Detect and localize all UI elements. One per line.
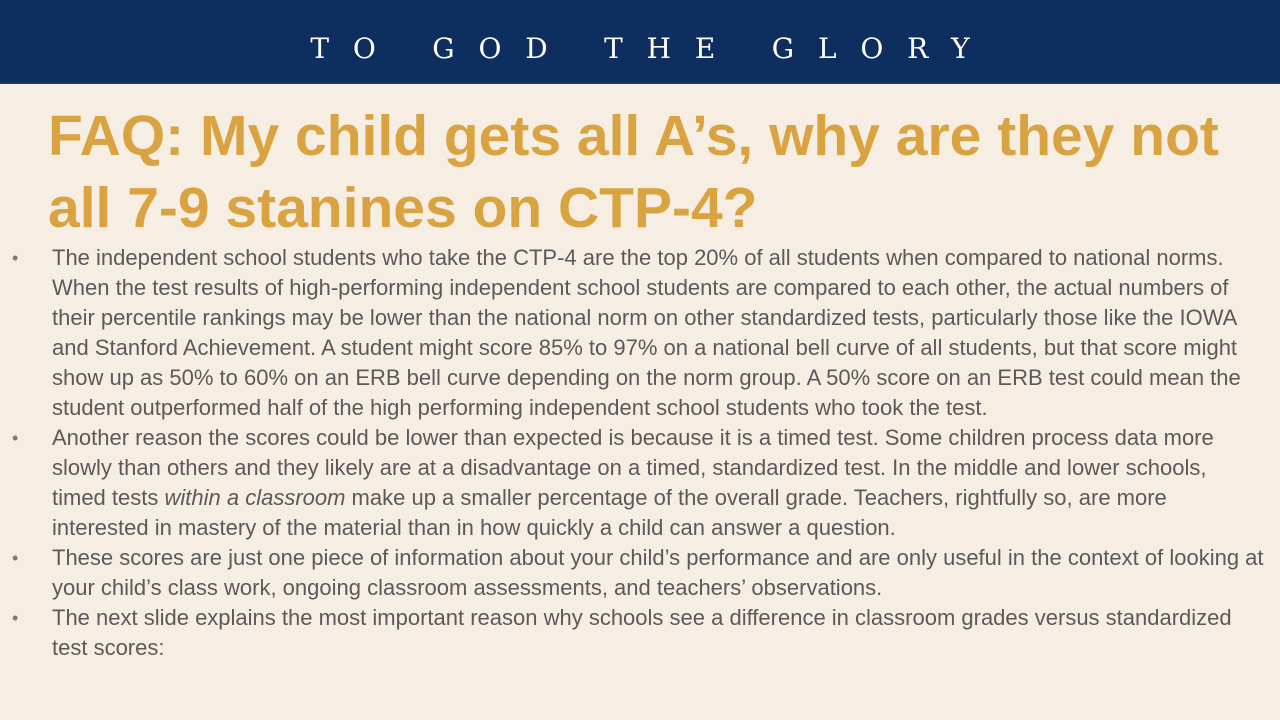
bullet-emphasis: within a classroom [164,485,346,510]
bullet-item [0,543,1280,603]
bullet-text: These scores are just one piece of information about your child’s performance and are only useful in the context of looking at your child’s class work, ongoing classroom assessments, and teachers’ observations. [52,545,1264,600]
bullet-list [0,243,1280,663]
bullet-icon: • [12,248,19,268]
slide-title: FAQ: My child gets all A’s, why are they not all 7-9 stanines on CTP-4? [48,104,1219,240]
motto-text: TO GOD THE GLORY [310,32,994,65]
bullet-item [0,423,1280,543]
bullet-text [52,425,1214,540]
bullet-item [0,243,1280,423]
bullet-icon: • [12,608,19,628]
bullet-item [0,603,1280,663]
bullet-icon: • [12,428,19,448]
bullet-text: The next slide explains the most important reason why schools see a difference in classroom grades versus standardized test scores: [52,605,1232,660]
header-band [0,0,1280,84]
bullet-text-part: Another reason the scores could be lower than expected is because it is a timed test. Some children process data more slowly than others and they likely are at a disadvantage on a timed, standardized test. In the middle and lower schools, timed tests [52,425,1214,510]
bullet-text: The independent school students who take the CTP-4 are the top 20% of all students when compared to national norms. When the test results of high-performing independent school students are compared to each other, the actual numbers of their percentile rankings may be lower than the national norm on other standardized tests, particularly those like the IOWA and Stanford Achievement. A student might score 85% to 97% on a national bell curve of all students, but that score might show up as 50% to 60% on an ERB bell curve depending on the norm group. A 50% score on an ERB test could mean the student outperformed half of the high performing independent school students who took the test. [52,245,1241,420]
bullet-text-part: make up a smaller percentage of the overall grade. Teachers, rightfully so, are more interested in mastery of the material than in how quickly a child can answer a question. [52,485,1167,540]
bullet-icon: • [12,548,19,568]
